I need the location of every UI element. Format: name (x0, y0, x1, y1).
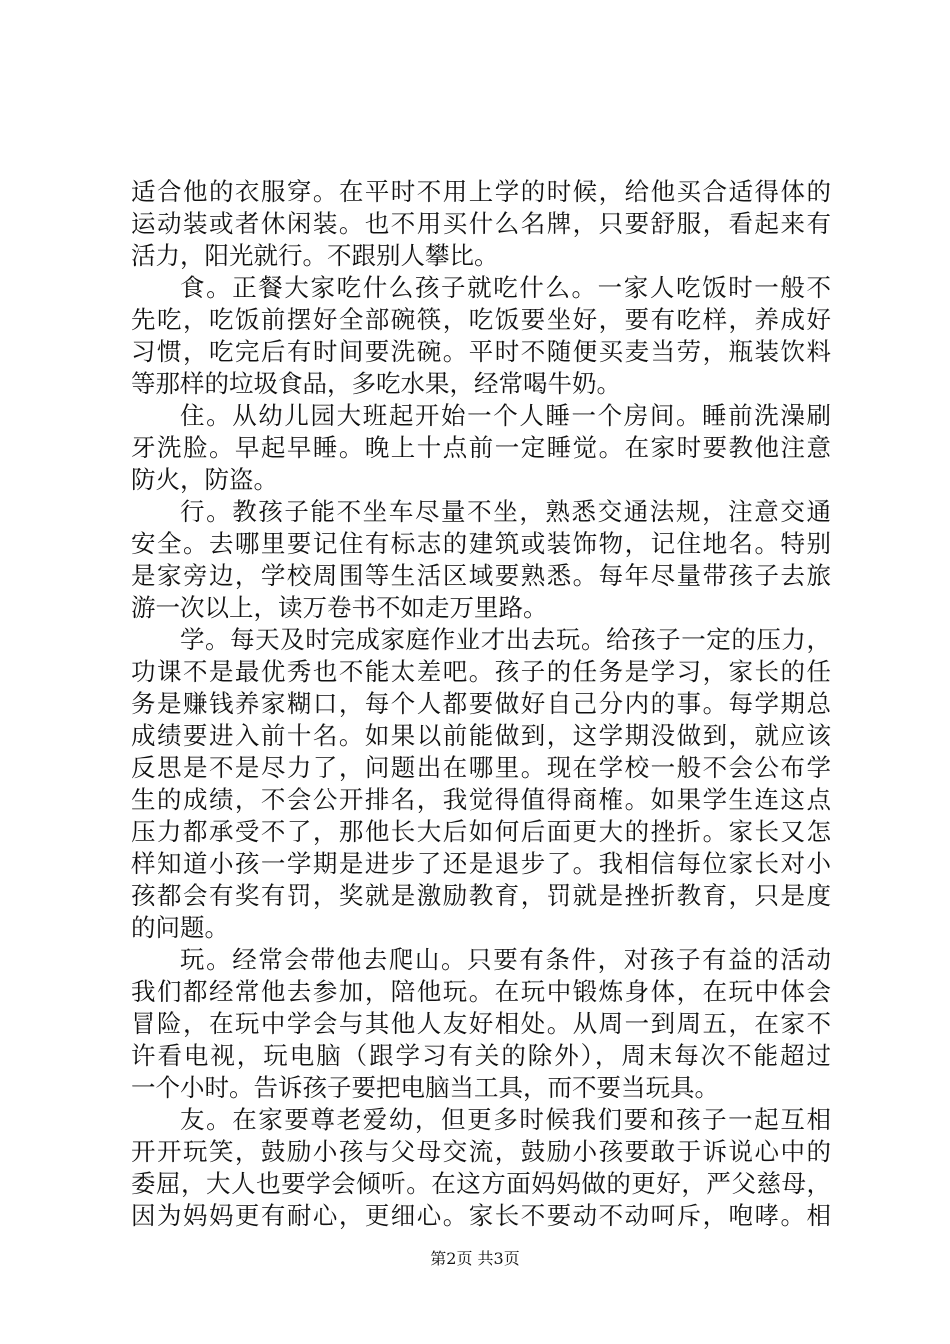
text-line: 游一次以上，读万卷书不如走万里路。 (131, 593, 548, 622)
text-line: 活力，阳光就行。不跟别人攀比。 (131, 241, 499, 270)
text-line: 等那样的垃圾食品，多吃水果，经常喝牛奶。 (131, 369, 621, 398)
text-line: 安全。去哪里要记住有标志的建筑或装饰物，记住地名。特别 (131, 529, 831, 558)
paragraph-start-line: 住。从幼儿园大班起开始一个人睡一个房间。睡前洗澡刷 (180, 401, 831, 430)
text-line: 委屈，大人也要学会倾听。在这方面妈妈做的更好，严父慈母， (131, 1169, 831, 1198)
text-line: 适合他的衣服穿。在平时不用上学的时候，给他买合适得体的 (131, 177, 831, 206)
paragraph-start-line: 行。教孩子能不坐车尽量不坐，熟悉交通法规，注意交通 (180, 497, 831, 526)
text-line: 务是赚钱养家糊口，每个人都要做好自己分内的事。每学期总 (131, 689, 831, 718)
paragraph-start-line: 玩。经常会带他去爬山。只要有条件，对孩子有益的活动 (180, 945, 831, 974)
text-line: 的问题。 (131, 913, 229, 942)
document-body (131, 176, 831, 1232)
text-line: 样知道小孩一学期是进步了还是退步了。我相信每位家长对小 (131, 849, 831, 878)
text-line: 运动装或者休闲装。也不用买什么名牌，只要舒服，看起来有 (131, 209, 831, 238)
text-line: 许看电视，玩电脑（跟学习有关的除外），周末每次不能超过 (131, 1041, 831, 1070)
paragraph-start-line: 食。正餐大家吃什么孩子就吃什么。一家人吃饭时一般不 (180, 273, 831, 302)
text-line: 是家旁边，学校周围等生活区域要熟悉。每年尽量带孩子去旅 (131, 561, 831, 590)
text-line: 反思是不是尽力了，问题出在哪里。现在学校一般不会公布学 (131, 753, 831, 782)
text-line: 先吃，吃饭前摆好全部碗筷，吃饭要坐好，要有吃样，养成好 (131, 305, 831, 334)
text-line: 一个小时。告诉孩子要把电脑当工具，而不要当玩具。 (131, 1073, 719, 1102)
text-line: 习惯，吃完后有时间要洗碗。平时不随便买麦当劳，瓶装饮料 (131, 337, 831, 366)
paragraph-start-line: 学。每天及时完成家庭作业才出去玩。给孩子一定的压力， (180, 625, 831, 654)
paragraph-start-line: 友。在家要尊老爱幼，但更多时候我们要和孩子一起互相 (180, 1105, 831, 1134)
page-number-footer: 第2页 共3页 (430, 1249, 520, 1268)
text-line: 功课不是最优秀也不能太差吧。孩子的任务是学习，家长的任 (131, 657, 831, 686)
text-line: 防火，防盗。 (131, 465, 278, 494)
text-line: 压力都承受不了，那他长大后如何后面更大的挫折。家长又怎 (131, 817, 831, 846)
text-line: 开开玩笑，鼓励小孩与父母交流，鼓励小孩要敢于诉说心中的 (131, 1137, 831, 1166)
text-line: 生的成绩，不会公开排名，我觉得值得商榷。如果学生连这点 (131, 785, 831, 814)
text-line: 我们都经常他去参加，陪他玩。在玩中锻炼身体，在玩中体会 (131, 977, 831, 1006)
text-line: 冒险，在玩中学会与其他人友好相处。从周一到周五，在家不 (131, 1009, 831, 1038)
text-line: 成绩要进入前十名。如果以前能做到，这学期没做到，就应该 (131, 721, 831, 750)
text-line: 因为妈妈更有耐心，更细心。家长不要动不动呵斥，咆哮。相 (131, 1201, 831, 1230)
text-line: 牙洗脸。早起早睡。晚上十点前一定睡觉。在家时要教他注意 (131, 433, 831, 462)
text-line: 孩都会有奖有罚，奖就是激励教育，罚就是挫折教育，只是度 (131, 881, 831, 910)
